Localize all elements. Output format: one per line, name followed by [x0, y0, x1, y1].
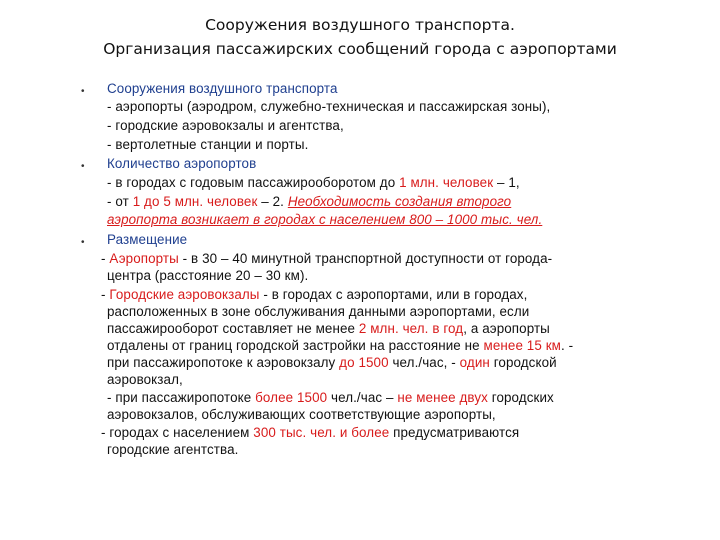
- highlight-text: 300 тыс. чел. и более: [253, 425, 390, 440]
- bullet-icon: •: [81, 161, 85, 172]
- list-line: [107, 174, 520, 192]
- list-line: [107, 193, 511, 211]
- list-line: расположенных в зоне обслуживания данными аэропортами, если: [107, 304, 530, 319]
- list-line: центра (расстояние 20 – 30 км).: [107, 268, 309, 283]
- text: при пассажиропотоке к аэровокзалу: [107, 355, 340, 370]
- highlight-text: Аэропорты: [109, 251, 179, 266]
- highlight-text: до 1500: [339, 355, 389, 370]
- title-line-2: Организация пассажирских сообщений города с аэропортами: [103, 40, 617, 58]
- highlight-text: более 1500: [255, 390, 328, 405]
- text: - городах с населением: [101, 425, 254, 440]
- highlight-text: 2 млн. чел. в год: [358, 321, 464, 336]
- text: - в 30 – 40 минутной транспортной доступности от города-: [178, 251, 553, 266]
- highlight-text: Городские аэровокзалы: [109, 287, 260, 302]
- section-heading-placement: Размещение: [107, 232, 188, 247]
- text: - от: [107, 194, 133, 209]
- list-line: [107, 337, 573, 355]
- list-line: аэровокзал,: [107, 372, 183, 387]
- highlight-text: один: [459, 355, 490, 370]
- text: городской: [489, 355, 557, 370]
- text: -: [101, 251, 110, 266]
- bullet-icon: •: [81, 237, 85, 248]
- highlight-text: не менее двух: [397, 390, 488, 405]
- list-line: [101, 286, 527, 304]
- text: предусматриваются: [389, 425, 520, 440]
- text: - при пассажиропотоке: [107, 390, 256, 405]
- highlight-text: 1 до 5 млн. человек: [132, 194, 258, 209]
- list-line: - городские аэровокзалы и агентства,: [107, 118, 344, 133]
- list-line: - аэропорты (аэродром, служебно-техническая и пассажирская зоны),: [107, 99, 551, 114]
- text: чел./час –: [327, 390, 398, 405]
- section-heading-facilities: Сооружения воздушного транспорта: [107, 81, 338, 96]
- list-line: [101, 424, 519, 442]
- text: городских: [487, 390, 554, 405]
- text: пассажирооборот составляет не менее: [107, 321, 359, 336]
- list-line: [101, 250, 552, 268]
- list-line: [107, 320, 550, 338]
- section-heading-count: Количество аэропортов: [107, 156, 257, 171]
- slide-title: [0, 13, 720, 61]
- text: отдалены от границ городской застройки на расстояние не: [107, 338, 484, 353]
- bullet-icon: •: [81, 86, 85, 97]
- list-line: [107, 354, 557, 372]
- list-line: аэровокзалов, обслуживающих соответствующие аэропорты,: [107, 407, 496, 422]
- title-line-1: Сооружения воздушного транспорта.: [205, 16, 515, 34]
- list-line: [107, 389, 554, 407]
- text: -: [101, 287, 110, 302]
- note-text: Необходимость создания второго: [287, 194, 512, 209]
- list-line: - вертолетные станции и порты.: [107, 137, 309, 152]
- note-line: аэропорта возникает в городах с населением 800 – 1000 тыс. чел.: [107, 212, 543, 227]
- text: . -: [561, 338, 574, 353]
- text: – 2.: [257, 194, 288, 209]
- highlight-text: 1 млн. человек: [399, 175, 494, 190]
- highlight-text: менее 15 км: [483, 338, 561, 353]
- text: , а аэропорты: [463, 321, 550, 336]
- text: чел./час, -: [388, 355, 460, 370]
- text: – 1,: [493, 175, 520, 190]
- list-line: городские агентства.: [107, 442, 239, 457]
- text: - в городах с годовым пассажирооборотом до: [107, 175, 400, 190]
- text: - в городах с аэропортами, или в городах,: [259, 287, 528, 302]
